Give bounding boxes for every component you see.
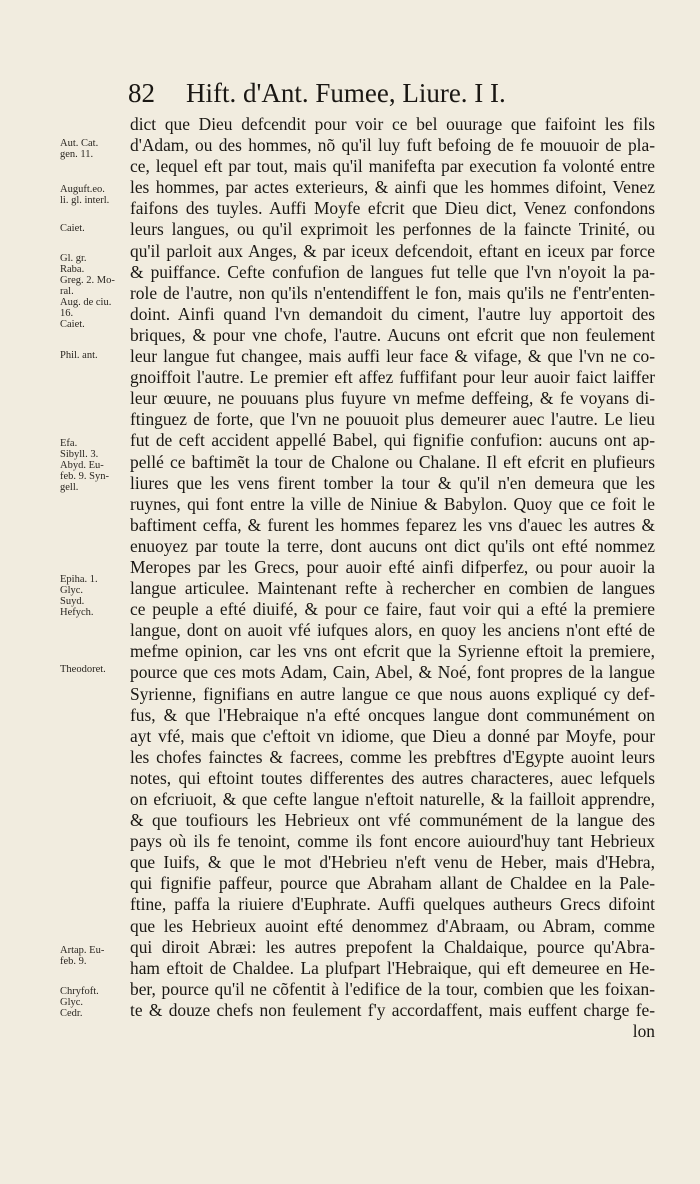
text-line: pource que ces mots Adam, Cain, Abel, & Noé, font propres de la langue (130, 662, 655, 683)
text-line: on efcriuoit, & que cefte langue n'eftoit naturelle, & la failloit apprendre, (130, 789, 655, 809)
text-line: langue, dont on auoit vfé iufques alors, en quoy les anciens n'ont efté de (130, 620, 655, 641)
text-line: pellé ce baftimẽt la tour de Chalone ou Chalane. Il eft efcrit en plufieurs (130, 451, 655, 472)
text-line: ham eftoit de Chaldee. La plufpart l'Hebraique, qui eft demeuree en He- (130, 957, 655, 978)
margin-note: Caiet. (60, 223, 85, 234)
margin-note: Phil. ant. (60, 350, 98, 361)
text-line: ftine, paffa la riuiere d'Euphrate. Auffi quelques autheurs Grecs difoint (130, 894, 655, 915)
text-line: gnoiffoit l'autre. Le premier eft affez fuffifant pour leur auoir faict laiffer (130, 367, 655, 388)
text-line: notes, qui eftoint toutes differentes des autres characteres, auec lefquels (130, 767, 655, 788)
running-title: Hift. d'Ant. Fumee, Liure. I I. (186, 78, 506, 108)
text-line: qui fignifie paffeur, pource que Abraham allant de Chaldee en la Pale- (130, 873, 655, 894)
page-number: 82 (128, 78, 155, 108)
text-line: langue articulee. Maintenant refte à rechercher en combien de langues (130, 578, 655, 599)
margin-note: Epiha. 1. Glyc. Suyd. Hefych. (60, 574, 98, 618)
text-line: leurs langues, ou qu'il exprimoit les perfonnes de la faincte Trinité, ou (130, 219, 655, 240)
margin-note: Auguft.eo. li. gl. interl. (60, 184, 110, 206)
text-line: les chofes fainctes & facrees, comme les prebftres d'Egypte auoint leurs (130, 746, 655, 767)
margin-note: Artap. Eu- feb. 9. (60, 945, 105, 967)
text-line: pays où ils fe tenoint, comme ils font encore auiourd'huy tant Hebrieux (130, 831, 655, 852)
text-line: te & douze chefs non feulement f'y accordaffent, mais euffent charge fe- (130, 999, 655, 1020)
text-line: ruynes, qui font entre la ville de Niniue & Babylon. Quoy que ce foit le (130, 493, 655, 514)
text-line: les hommes, par actes exterieurs, & ainfi que les hommes difoint, Venez (130, 177, 655, 198)
text-line: lon (632, 1021, 655, 1042)
margin-note: Aut. Cat. gen. 11. (60, 138, 99, 160)
text-line: fus, & que l'Hebraique n'a efté oncques langue dont communément on (130, 704, 655, 725)
running-header (128, 78, 598, 109)
text-line: & que toufiours les Hebrieux ont vfé communément de la langue des (130, 810, 655, 831)
text-line: leur œuure, ne pouuans plus fuyure vn mefme deffeing, & fe voyans di- (130, 388, 655, 409)
text-line: dict que Dieu defcendit pour voir ce bel ouurage que faifoint les fils (130, 114, 655, 134)
margin-note: Chryfoft. Glyc. Cedr. (60, 986, 99, 1019)
text-line: enuoyez par toute la terre, dont aucuns ont dict qu'ils ont efté nommez (130, 535, 655, 556)
text-line: que Iuifs, & que le mot d'Hebrieu n'eft venu de Heber, mais d'Hebra, (130, 852, 655, 873)
text-line: briques, & pour vne chofe, l'autre. Aucuns ont efcrit que non feulement (130, 324, 655, 345)
text-line: qu'il parloit aux Anges, & par iceux defcendoit, eftant en iceux par force (130, 240, 655, 261)
margin-note: Theodoret. (60, 664, 106, 675)
margin-note: Gl. gr. Raba. Greg. 2. Mo- ral. Aug. de ciu. 16. Caiet. (60, 253, 115, 330)
text-line: & puiffance. Cefte confufion de langues fut telle que l'vn n'oyoit la pa- (130, 261, 655, 282)
text-line: ftinguez de forte, que l'vn ne pouuoit plus demeurer auec l'autre. Le lieu (130, 409, 655, 430)
text-line: ayt vfé, mais que c'eftoit vn idiome, que Dieu a donné par Moyfe, pour (130, 725, 655, 746)
text-line: Meropes par les Grecs, pour auoir efté ainfi difperfez, ou pour auoir la (130, 556, 655, 577)
text-line: leur langue fut changee, mais auffi leur face & vifage, & que l'vn ne co- (130, 346, 655, 367)
text-line: liures que les vens firent tomber la tour & qu'il n'en demeura que les (130, 472, 655, 493)
text-line: ber, pource qu'il ne cõfentit à l'edifice de la tour, combien que les foixan- (130, 978, 655, 999)
text-line: mefme opinion, car les vns ont efcrit que la Syrienne eftoit la premiere, (130, 641, 655, 662)
body-text (130, 114, 655, 1042)
text-line: ce, lequel eft par tout, mais qu'il manifefta par execution fa volonté entre (130, 156, 655, 177)
text-line: role de l'autre, non qu'ils n'entendiffent le fon, mais qu'ils ne f'entr'enten- (130, 282, 655, 303)
text-line: faifons des tuyles. Auffi Moyfe efcrit que Dieu dict, Venez confondons (130, 198, 655, 219)
text-line: doint. Ainfi quand l'vn demandoit du ciment, l'autre luy apportoit des (130, 303, 655, 324)
text-line: que les Hebrieux auoint efté denommez d'Abraam, ou Abram, comme (130, 915, 655, 936)
text-line: d'Adam, ou des hommes, nõ qu'il luy fuft befoing de fe mouuoir de pla- (130, 135, 655, 156)
text-line: baftiment ceffa, & furent les hommes feparez les vns d'auec les autres & (130, 514, 655, 535)
text-line: qui diroit Abræi: les autres prepofent la Chaldaique, pource qu'Abra- (130, 936, 655, 957)
text-line: ce peuple a efté diuifé, & pour ce faire, faut voir qui a efté la premiere (130, 599, 655, 620)
margin-note: Efa. Sibyll. 3. Abyd. Eu- feb. 9. Syn- gell. (60, 438, 109, 493)
text-line: fut de ceft accident appellé Babel, qui fignifie confufion: aucuns ont ap- (130, 430, 655, 451)
text-line: Syrienne, fignifians en autre langue ce que nous auons expliqué cy def- (130, 683, 655, 704)
